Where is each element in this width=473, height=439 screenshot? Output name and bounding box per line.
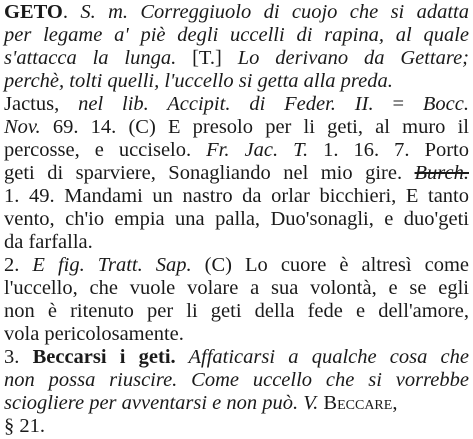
entry-text: Lo derivano da Gettare;	[237, 47, 470, 69]
entry-line	[4, 299, 469, 324]
entry-line	[4, 322, 469, 347]
entry-text: l'uccello, che vuole volare a sua volontà, e se egli	[4, 277, 469, 299]
entry-text: 69. 14. (C) E presolo per li geti, al muro il	[40, 116, 469, 138]
entry-text: .	[62, 1, 81, 23]
entry-text: Affaticarsi a qualche cosa che	[175, 346, 470, 368]
entry-text: non possa riuscire. Come uccello che si vorrebbe	[4, 369, 469, 391]
entry-line	[4, 230, 469, 255]
entry-text: s'attacca la lunga.	[4, 47, 177, 69]
entry-text: S. m. Correggiuolo di cuojo che si adatta	[80, 1, 469, 23]
entry-line	[4, 391, 469, 416]
entry-text: 3.	[4, 346, 33, 368]
entry-line	[4, 92, 469, 117]
entry-text: Beccarsi i geti.	[32, 346, 176, 368]
entry-line	[4, 138, 469, 163]
entry-line	[4, 115, 469, 140]
entry-text: Nov.	[4, 116, 41, 138]
entry-line	[4, 46, 469, 71]
entry-text: Jactus,	[4, 93, 79, 115]
entry-text: sciogliere per avventarsi e non può.	[4, 392, 299, 414]
entry-text: perchè, tolti quelli, l'uccello si getta alla preda.	[4, 70, 393, 92]
entry-text: =	[373, 93, 423, 115]
entry-text: ,	[392, 392, 398, 414]
entry-text: Bocc.	[422, 93, 469, 115]
entry-text: nel lib. Accipit. di Feder. II.	[78, 93, 374, 115]
entry-text: geti di sparviere, Sonagliando nel mio gire.	[4, 162, 415, 184]
entry-text: 1. 49. Mandami un nastro da orlar bicchieri, E tanto	[4, 185, 469, 207]
entry-text: E fig. Tratt. Sap.	[32, 254, 192, 276]
entry-line	[4, 0, 469, 25]
entry-line	[4, 368, 469, 393]
entry-line	[4, 161, 469, 186]
entry-text: GETO	[4, 1, 63, 23]
entry-text: § 21.	[4, 415, 45, 437]
entry-text: per legame a' piè degli uccelli di rapina, al quale	[4, 24, 469, 46]
entry-text: Beccare	[323, 392, 393, 414]
entry-line	[4, 23, 469, 48]
entry-line	[4, 69, 469, 94]
entry-line	[4, 345, 469, 370]
entry-text: [T.]	[176, 47, 238, 69]
entry-text: Burch.	[414, 162, 469, 184]
entry-line	[4, 253, 469, 278]
entry-text: non è ritenuto per li geti della fede e dell'amore,	[4, 300, 469, 322]
entry-line	[4, 184, 469, 209]
entry-text: Fr. Jac. T.	[206, 139, 309, 161]
entry-text: 2.	[4, 254, 33, 276]
entry-text: percosse, e ucciselo.	[4, 139, 207, 161]
entry-line	[4, 414, 469, 439]
entry-text: da farfalla.	[4, 231, 93, 253]
entry-text: (C) Lo cuore è altresì come	[191, 254, 469, 276]
entry-line	[4, 276, 469, 301]
entry-text: vento, ch'io empia una palla, Duo'sonagli, e duo'geti	[4, 208, 469, 230]
entry-text: 1. 16. 7. Porto	[308, 139, 469, 161]
entry-text: vola pericolosamente.	[4, 323, 184, 345]
entry-line	[4, 207, 469, 232]
entry-text: V.	[298, 392, 324, 414]
